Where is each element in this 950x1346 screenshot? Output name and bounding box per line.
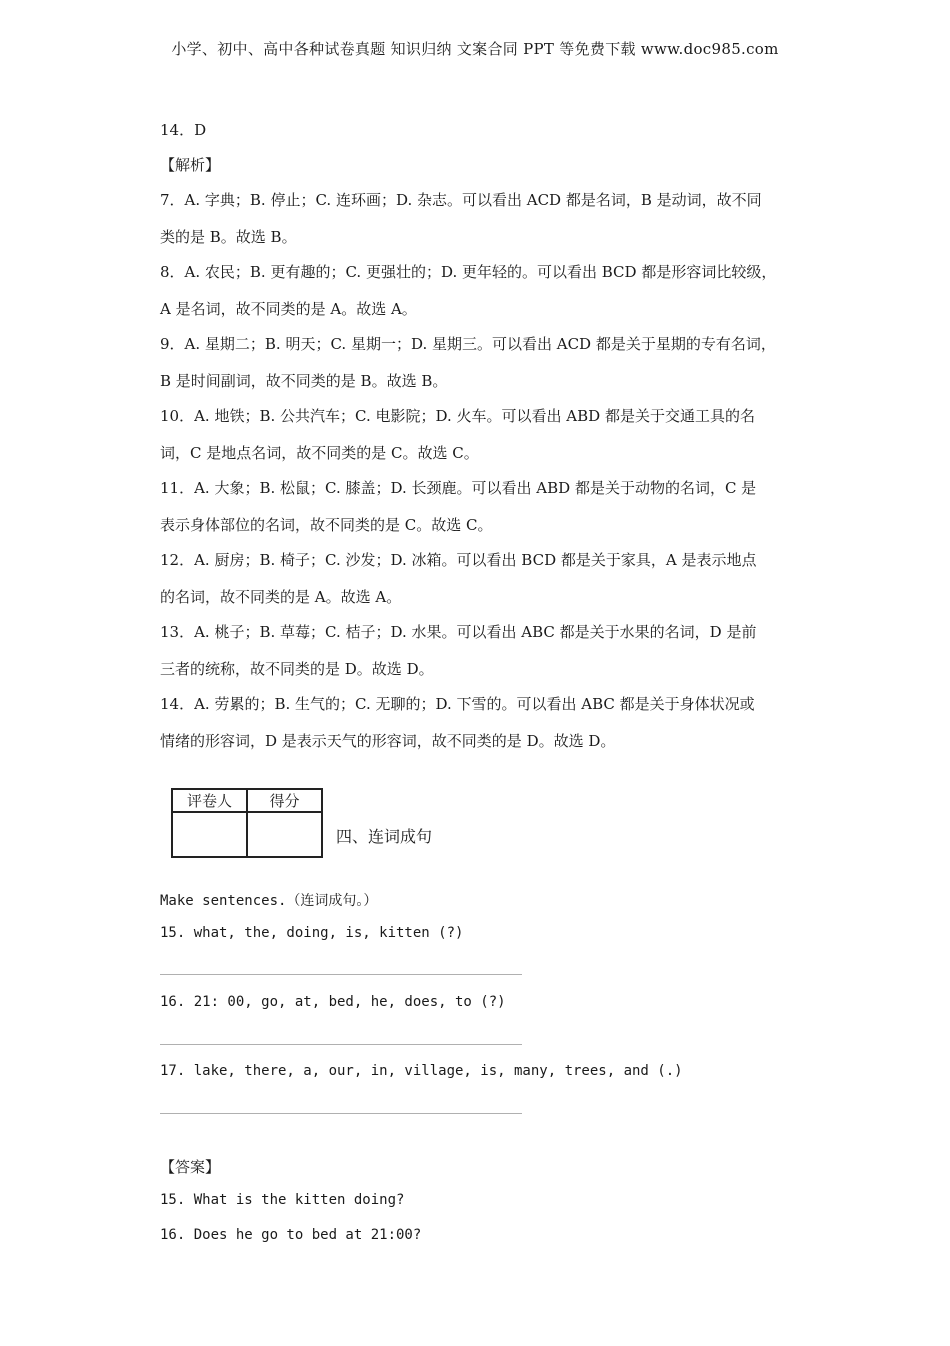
analysis-line: 表示身体部位的名词，故不同类的是 C。故选 C。 bbox=[160, 516, 493, 534]
analysis-line: 词，C 是地点名词，故不同类的是 C。故选 C。 bbox=[160, 444, 479, 462]
instruction: Make sentences.（连词成句。） bbox=[160, 893, 378, 909]
analysis-line: 类的是 B。故选 B。 bbox=[160, 228, 297, 246]
analysis-line: 9．A. 星期二；B. 明天；C. 星期一；D. 星期三。可以看出 ACD 都是关于星期的专有名词， bbox=[160, 335, 776, 353]
analysis-line: A 是名词，故不同类的是 A。故选 A。 bbox=[160, 300, 417, 318]
analysis-line: 三者的统称，故不同类的是 D。故选 D。 bbox=[160, 660, 434, 678]
analysis-line: 情绪的形容词，D 是表示天气的形容词，故不同类的是 D。故选 D。 bbox=[160, 732, 616, 750]
top-answer: 14．D bbox=[160, 121, 207, 139]
question-15: 15. what, the, doing, is, kitten (?) bbox=[160, 925, 464, 941]
analysis-line: 12．A. 厨房；B. 椅子；C. 沙发；D. 冰箱。可以看出 BCD 都是关于家具，A 是表示地点 bbox=[160, 551, 757, 569]
analysis-label: 【解析】 bbox=[160, 156, 221, 174]
analysis-line: 8．A. 农民；B. 更有趣的；C. 更强壮的；D. 更年轻的。可以看出 BCD 都是形容词比较级， bbox=[160, 263, 777, 281]
answer-16: 16. Does he go to bed at 21:00? bbox=[160, 1227, 422, 1243]
answer-blank-15 bbox=[160, 974, 522, 975]
grader-cell bbox=[172, 812, 247, 857]
grader-header: 评卷人 bbox=[172, 789, 247, 812]
analysis-line: 10．A. 地铁；B. 公共汽车；C. 电影院；D. 火车。可以看出 ABD 都是关于交通工具的名 bbox=[160, 407, 755, 425]
score-cell bbox=[247, 812, 322, 857]
answer-blank-16 bbox=[160, 1044, 522, 1045]
analysis-line: 13．A. 桃子；B. 草莓；C. 桔子；D. 水果。可以看出 ABC 都是关于水果的名词，D 是前 bbox=[160, 623, 757, 641]
answer-15: 15. What is the kitten doing? bbox=[160, 1192, 405, 1208]
analysis-line: 11．A. 大象；B. 松鼠；C. 膝盖；D. 长颈鹿。可以看出 ABD 都是关于动物的名词，C 是 bbox=[160, 479, 757, 497]
analysis-line: 的名词，故不同类的是 A。故选 A。 bbox=[160, 588, 402, 606]
question-16: 16. 21: 00, go, at, bed, he, does, to (?) bbox=[160, 994, 506, 1010]
page-header: 小学、初中、高中各种试卷真题 知识归纳 文案合同 PPT 等免费下载 www.doc985.com bbox=[171, 40, 779, 58]
analysis-line: 7．A. 字典；B. 停止；C. 连环画；D. 杂志。可以看出 ACD 都是名词，B 是动词，故不同 bbox=[160, 191, 762, 209]
section-title: 四、连词成句 bbox=[336, 827, 433, 846]
score-table bbox=[171, 788, 323, 858]
analysis-line: B 是时间副词，故不同类的是 B。故选 B。 bbox=[160, 372, 448, 390]
answer-label: 【答案】 bbox=[160, 1158, 221, 1176]
question-17: 17. lake, there, a, our, in, village, is, many, trees, and (.) bbox=[160, 1063, 683, 1079]
answer-blank-17 bbox=[160, 1113, 522, 1114]
score-header: 得分 bbox=[247, 789, 322, 812]
analysis-line: 14．A. 劳累的；B. 生气的；C. 无聊的；D. 下雪的。可以看出 ABC 都是关于身体状况或 bbox=[160, 695, 755, 713]
